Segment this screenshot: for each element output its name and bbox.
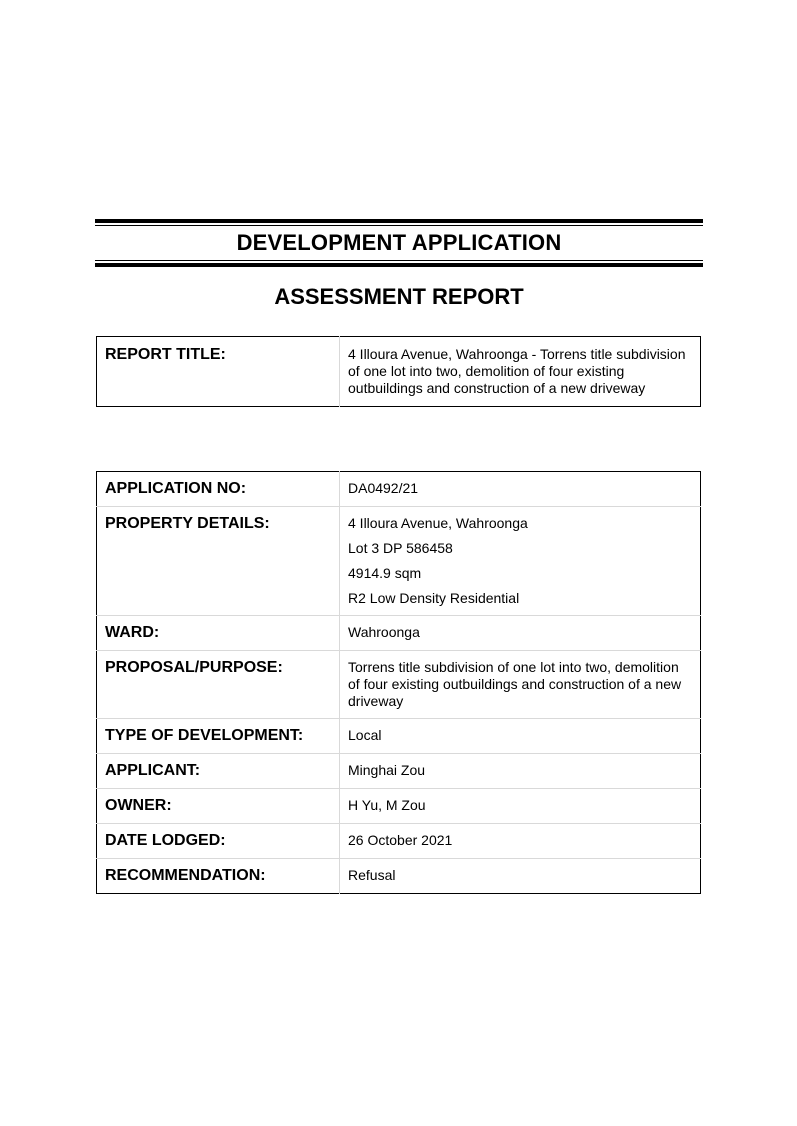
- recommendation-label: RECOMMENDATION:: [97, 859, 340, 894]
- property-zoning: R2 Low Density Residential: [348, 590, 520, 606]
- proposal-value: Torrens title subdivision of one lot into two, demolition of four existing outbuildings and construction of a new driveway: [340, 651, 701, 719]
- bottom-thick-rule: [95, 263, 703, 267]
- document-subtitle: ASSESSMENT REPORT: [274, 284, 524, 309]
- report-title-label: REPORT TITLE:: [97, 337, 340, 407]
- proposal-label: PROPOSAL/PURPOSE:: [97, 651, 340, 719]
- type-of-development-label: TYPE OF DEVELOPMENT:: [97, 719, 340, 754]
- table-row: [97, 651, 701, 719]
- date-lodged-value: 26 October 2021: [340, 824, 701, 859]
- table-row: [97, 824, 701, 859]
- table-row: [97, 754, 701, 789]
- type-of-development-value: Local: [340, 719, 701, 754]
- owner-value: H Yu, M Zou: [340, 789, 701, 824]
- applicant-value: Minghai Zou: [340, 754, 701, 789]
- property-details-label: PROPERTY DETAILS:: [97, 507, 340, 616]
- property-address: 4 Illoura Avenue, Wahroonga: [348, 515, 528, 531]
- table-row: [97, 507, 701, 616]
- report-title-table: [96, 336, 701, 407]
- applicant-label: APPLICANT:: [97, 754, 340, 789]
- ward-value: Wahroonga: [340, 616, 701, 651]
- bottom-thin-rule: [95, 260, 703, 261]
- recommendation-value: Refusal: [340, 859, 701, 894]
- report-title-row: [97, 337, 701, 407]
- application-no-label: APPLICATION NO:: [97, 472, 340, 507]
- table-row: [97, 859, 701, 894]
- table-row: [97, 789, 701, 824]
- application-details-table: [96, 471, 701, 894]
- table-row: [97, 616, 701, 651]
- document-title: DEVELOPMENT APPLICATION: [236, 230, 562, 255]
- application-no-value: DA0492/21: [348, 480, 419, 496]
- table-row: [97, 719, 701, 754]
- top-thick-rule: [95, 219, 703, 223]
- title-banner: [95, 219, 703, 267]
- owner-label: OWNER:: [97, 789, 340, 824]
- property-details-value: [340, 507, 701, 616]
- date-lodged-label: DATE LODGED:: [97, 824, 340, 859]
- property-lot: Lot 3 DP 586458: [348, 540, 453, 556]
- table-row: [97, 472, 701, 507]
- property-area: 4914.9 sqm: [348, 565, 422, 581]
- ward-label: WARD:: [97, 616, 340, 651]
- report-title-value: 4 Illoura Avenue, Wahroonga - Torrens title subdivision of one lot into two, demolition of four existing outbuildings and construction of a new driveway: [348, 346, 686, 396]
